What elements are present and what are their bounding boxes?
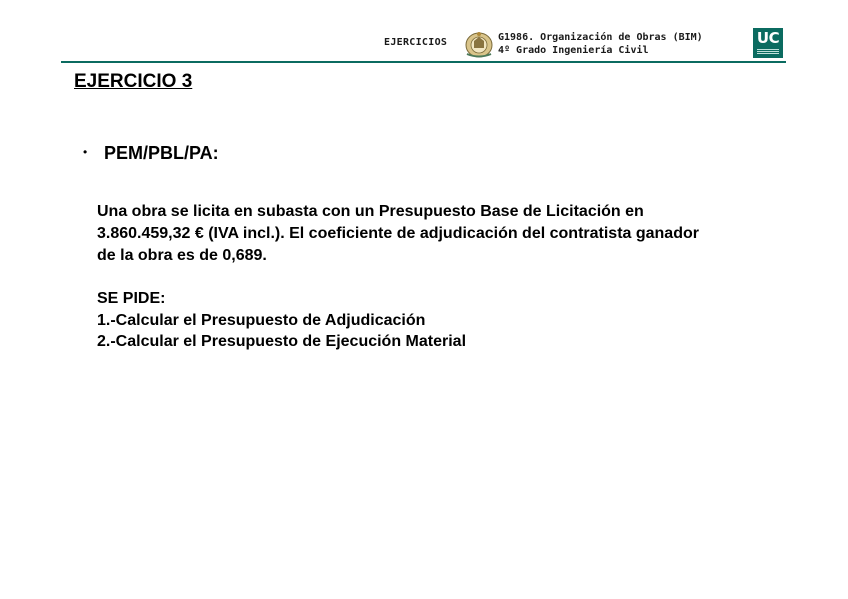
statement-line: de la obra es de 0,689. — [97, 247, 267, 264]
bullet-icon: • — [83, 145, 88, 159]
course-title: G1986. Organización de Obras (BIM) — [498, 32, 703, 43]
exercise-title: EJERCICIO 3 — [74, 71, 193, 92]
section-label: EJERCICIOS — [384, 37, 448, 48]
uc-logo-text: UC — [756, 29, 780, 47]
requirement-item: 2.-Calcular el Presupuesto de Ejecución Material — [97, 333, 467, 350]
degree-name: 4º Grado Ingeniería Civil — [498, 45, 649, 56]
bullet-heading: PEM/PBL/PA: — [104, 143, 219, 163]
slide-header — [0, 0, 848, 64]
course-info — [498, 31, 703, 57]
exercise-statement — [97, 201, 797, 267]
header-divider — [61, 61, 786, 63]
university-crest-icon — [463, 28, 495, 60]
statement-line: 3.860.459,32 € (IVA incl.). El coeficiente de adjudicación del contratista ganador — [97, 225, 699, 242]
statement-line: Una obra se licita en subasta con un Presupuesto Base de Licitación en — [97, 203, 644, 220]
requirements-heading: SE PIDE: — [97, 290, 166, 307]
uc-logo — [753, 28, 783, 58]
requirement-item: 1.-Calcular el Presupuesto de Adjudicación — [97, 312, 426, 329]
uc-logo-lines — [757, 49, 779, 50]
